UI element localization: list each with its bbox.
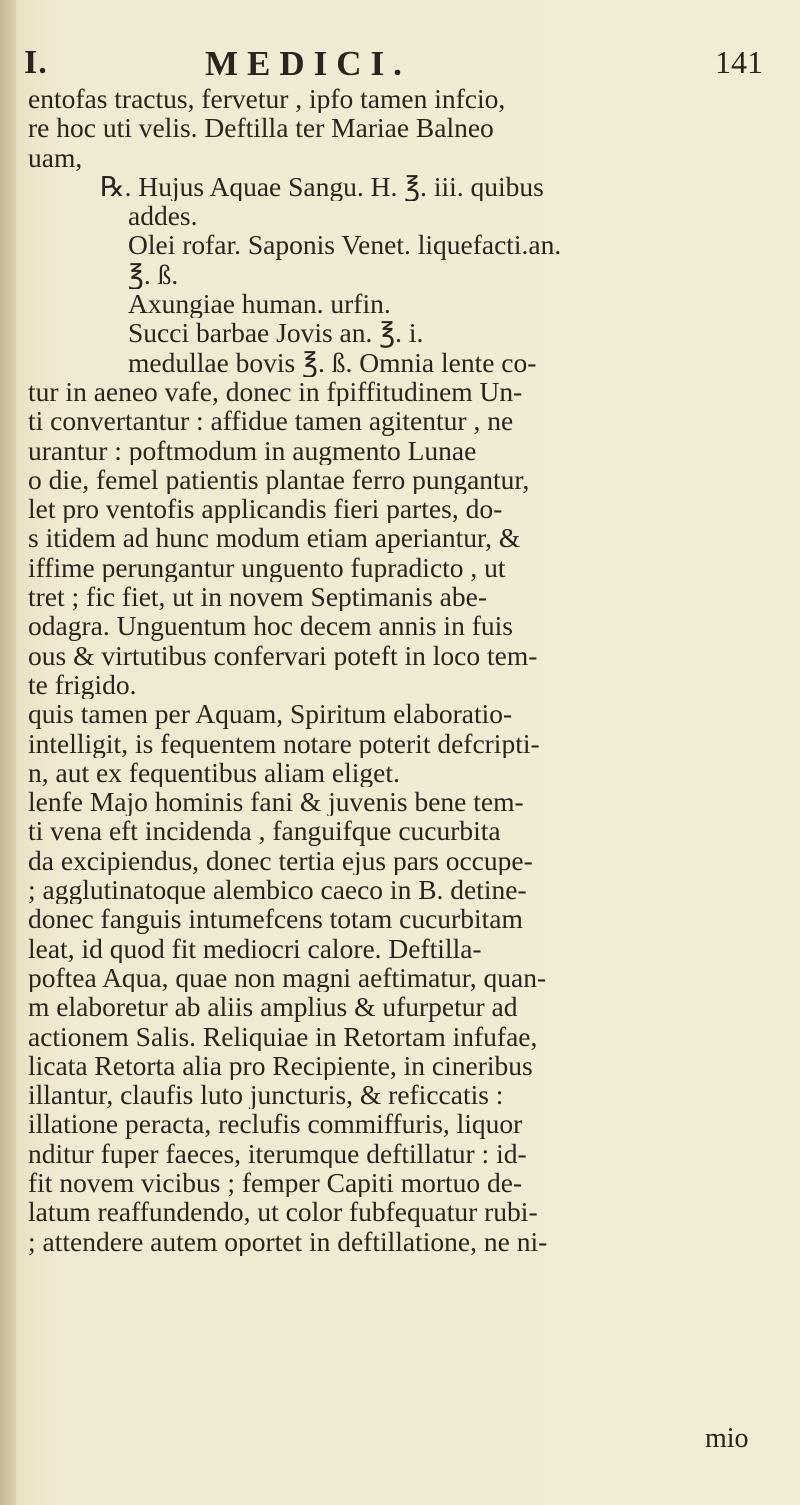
- text-line: licata Retorta alia pro Recipiente, in cineribus: [28, 1050, 533, 1081]
- text-line: lenfe Majo hominis fani & juvenis bene tem-: [28, 787, 524, 817]
- text-line: n, aut ex fequentibus aliam eliget.: [28, 757, 400, 788]
- text-line: da excipiendus, donec tertia ejus pars occupe-: [28, 845, 533, 876]
- text-line: ti vena eft incidenda , fanguifque cucurbita: [28, 816, 501, 846]
- text-line: fit novem vicibus ; femper Capiti mortuo de-: [28, 1167, 523, 1198]
- text-line: uam,: [28, 142, 83, 172]
- text-line: te frigido.: [28, 669, 137, 700]
- text-line: Succi barbae Jovis an. ℥. i.: [128, 318, 424, 348]
- text-line: ti convertantur : affidue tamen agitentur , ne: [28, 406, 514, 436]
- text-line: latum reaffundendo, ut color fubfequatur rubi-: [28, 1197, 538, 1227]
- text-line: nditur fuper faeces, iterumque deftillatur : id-: [28, 1138, 527, 1168]
- text-line: tret ; fic fiet, ut in novem Septimanis abe-: [28, 582, 487, 612]
- text-line: poftea Aqua, quae non magni aeftimatur, quan-: [28, 962, 547, 993]
- text-line: ; attendere autem oportet in deftillatione, ne ni-: [28, 1226, 548, 1256]
- text-line: urantur : poftmodum in augmento Lunae: [28, 435, 477, 465]
- text-line: iffime perungantur unguento fupradicto , ut: [28, 552, 506, 583]
- page-number: 141: [715, 44, 763, 80]
- text-line: m elaboretur ab aliis amplius & ufurpetur ad: [28, 992, 518, 1022]
- text-line: ; agglutinatoque alembico caeco in B. detine-: [28, 875, 527, 905]
- body-text: [28, 84, 780, 1256]
- header-title: MEDICI.: [205, 44, 411, 83]
- text-line: Olei rofar. Saponis Venet. liquefacti.an.: [128, 230, 562, 260]
- text-line: medullae bovis ℥. ß. Omnia lente co-: [128, 347, 537, 377]
- text-line: ous & virtutibus confervari poteft in loco tem-: [28, 640, 538, 670]
- text-line: ℞. Hujus Aquae Sangu. H. ℥. iii. quibus: [100, 171, 544, 202]
- text-line: let pro ventofis applicandis fieri partes, do-: [28, 494, 503, 524]
- text-line: illantur, claufis luto juncturis, & reficcatis :: [28, 1080, 504, 1110]
- running-header: [0, 28, 800, 83]
- text-line: ℥. ß.: [128, 259, 179, 290]
- text-line: Axungiae human. urfin.: [128, 289, 391, 319]
- header-section-number: I.: [24, 44, 48, 81]
- text-line: illatione peracta, reclufis commiffuris, liquor: [28, 1109, 523, 1139]
- text-line: quis tamen per Aquam, Spiritum elaboratio-: [28, 699, 513, 729]
- text-line: s itidem ad hunc modum etiam aperiantur, &: [28, 523, 521, 553]
- text-line: tur in aeneo vafe, donec in fpiffitudinem Un-: [28, 376, 523, 407]
- text-line: donec fanguis intumefcens totam cucurbitam: [28, 904, 523, 934]
- page-gutter: [0, 0, 16, 1505]
- text-line: intelligit, is fequentem notare poterit defcripti-: [28, 728, 540, 758]
- text-line: leat, id quod fit mediocri calore. Deftilla-: [28, 933, 482, 963]
- text-line: actionem Salis. Reliquiae in Retortam infufae,: [28, 1021, 538, 1051]
- text-line: addes.: [128, 201, 198, 231]
- text-line: o die, femel patientis plantae ferro pungantur,: [28, 464, 530, 495]
- catchword: mio: [705, 1423, 749, 1454]
- text-line: re hoc uti velis. Deftilla ter Mariae Balneo: [28, 113, 494, 143]
- text-line: odagra. Unguentum hoc decem annis in fuis: [28, 611, 513, 641]
- text-line: entofas tractus, fervetur , ipfo tamen infcio,: [28, 84, 506, 114]
